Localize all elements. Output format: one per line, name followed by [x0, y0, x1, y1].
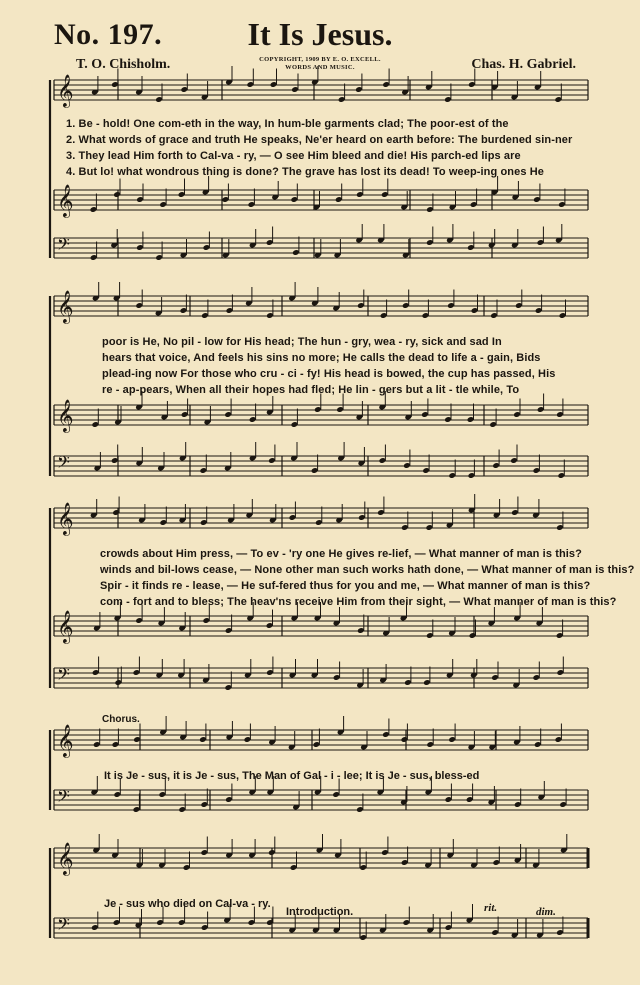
- verse-1-line-3: crowds about Him press, — To ev - 'ry one He gives re-lief, — What manner of man is this?: [100, 548, 582, 560]
- chorus-lyrics-line-2: Je - sus who died on Cal-va - ry.: [104, 898, 271, 910]
- barlines: [50, 80, 591, 938]
- treble-clef: 𝄞: [57, 502, 74, 535]
- verse-3-line-2: plead-ing now For those who cru - ci - fy! His head is bowed, the cup has passed, His: [102, 368, 556, 380]
- bass-clef: 𝄢: [57, 452, 70, 476]
- treble-clef: 𝄞: [57, 74, 74, 107]
- verse-2-line-3: winds and bil-lows cease, — None other man such works hath done, — What manner of man is this?: [100, 564, 635, 576]
- verse-3-line-3: Spir - it finds re - lease, — He suf-fered thus for you and me, — What manner of man is this?: [100, 580, 591, 592]
- verse-4-line-2: re - ap-pears, When all their hopes had fled; He lin - gers but a lit - tle while, To: [102, 384, 520, 396]
- verse-2-line-2: hears that voice, And feels his sins no more; He calls the dead to life a - gain, Bids: [102, 352, 541, 364]
- treble-clef: 𝄞: [57, 610, 74, 643]
- verse-3-line-1: 3. They lead Him forth to Cal-va - ry, — O see Him bleed and die! His parch-ed lips are: [66, 150, 521, 162]
- copyright-line-1: COPYRIGHT, 1909 BY E. O. EXCELL.: [259, 56, 381, 63]
- bass-clef: 𝄢: [57, 664, 70, 688]
- treble-clef: 𝄞: [57, 184, 74, 217]
- bass-clef: 𝄢: [57, 234, 70, 258]
- diminuendo-marking: dim.: [536, 906, 556, 918]
- verse-1-line-1: 1. Be - hold! One com-eth in the way, In hum-ble garments clad; The poor-est of the: [66, 118, 509, 130]
- bass-clef: 𝄢: [57, 786, 70, 810]
- treble-clef: 𝄞: [57, 724, 74, 757]
- ritardando-marking: rit.: [484, 902, 498, 914]
- verse-1-line-2: poor is He, No pil - low for His head; The hun - gry, wea - ry, sick and sad In: [102, 336, 502, 348]
- copyright-line-2: WORDS AND MUSIC.: [285, 64, 355, 71]
- bass-clef: 𝄢: [57, 914, 70, 938]
- treble-clef: 𝄞: [57, 399, 74, 432]
- hymn-title: It Is Jesus.: [247, 16, 393, 52]
- hymn-composer: Chas. H. Gabriel.: [471, 57, 576, 72]
- verse-4-line-1: 4. But lo! what wondrous thing is done? The grave has lost its dead! To weep-ing ones He: [66, 166, 544, 178]
- treble-clef: 𝄞: [57, 842, 74, 875]
- chorus-label: Chorus.: [102, 714, 140, 725]
- hymn-number: No. 197.: [54, 18, 163, 51]
- chorus-lyrics-line-1: It is Je - sus, it is Je - sus, The Man of Gal - i - lee; It is Je - sus, bless-ed: [104, 770, 480, 782]
- clef-symbols: [57, 74, 74, 938]
- hymn-author: T. O. Chisholm.: [76, 57, 171, 72]
- verse-4-line-3: com - fort and to bless; The heav'ns receive Him from their sight, — What manner of man is this?: [100, 596, 617, 608]
- introduction-label: Introduction.: [286, 906, 354, 918]
- treble-clef: 𝄞: [57, 290, 74, 323]
- verse-2-line-1: 2. What words of grace and truth He speaks, Ne'er heard on earth before: The burdened sin-ner: [66, 134, 573, 146]
